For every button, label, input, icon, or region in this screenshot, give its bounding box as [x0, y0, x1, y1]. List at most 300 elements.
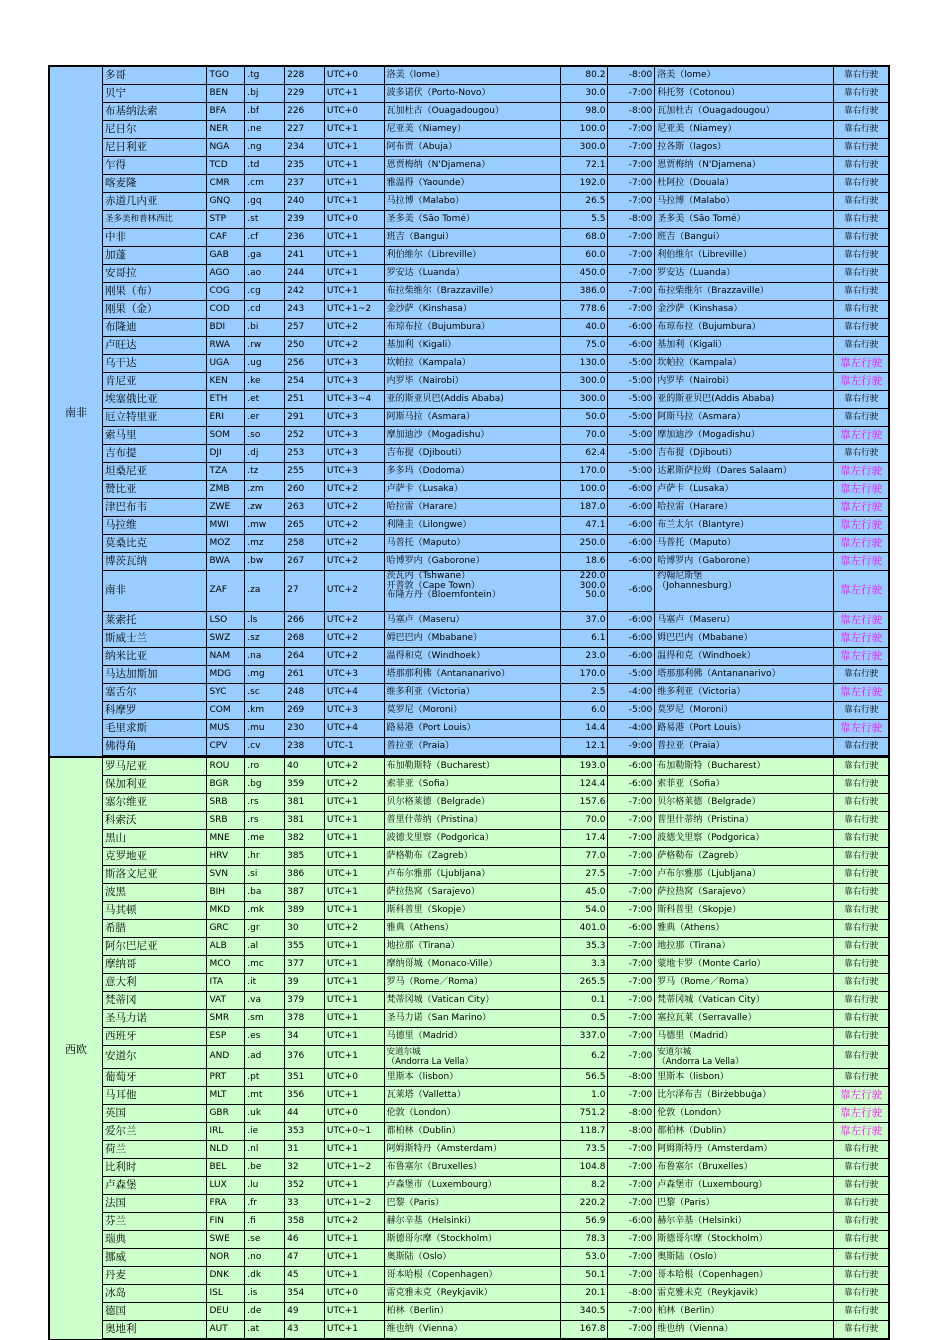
country-name-cell[interactable]: 莫桑比克	[103, 535, 207, 552]
population-cell[interactable]: 220.2	[561, 1195, 609, 1212]
capital-cell[interactable]: 柏林（Berlin）	[385, 1303, 561, 1320]
dial-code-cell[interactable]: 386	[285, 866, 325, 883]
country-name-cell[interactable]: 奥地利	[103, 1321, 207, 1338]
dial-code-cell[interactable]: 49	[285, 1303, 325, 1320]
time-diff-cell[interactable]: -6:00	[608, 648, 655, 665]
domain-cell[interactable]: .ro	[245, 758, 285, 775]
domain-cell[interactable]: .so	[245, 427, 285, 444]
driving-side-cell[interactable]: 靠左行驶	[840, 1125, 883, 1137]
country-name-cell[interactable]: 佛得角	[103, 738, 207, 755]
population-cell[interactable]: 167.8	[561, 1321, 609, 1338]
dial-code-cell[interactable]: 377	[285, 956, 325, 973]
timezone-cell[interactable]: UTC+1	[325, 247, 385, 264]
country-name-cell[interactable]: 卢森堡	[103, 1177, 207, 1194]
dial-code-cell[interactable]: 47	[285, 1249, 325, 1266]
capital-cell[interactable]: 斯德哥尔摩（Stockholm）	[385, 1231, 561, 1248]
population-cell[interactable]: 3.3	[561, 956, 609, 973]
iso-code-cell[interactable]: COM	[207, 702, 245, 719]
timezone-cell[interactable]: UTC+1	[325, 139, 385, 156]
timezone-cell[interactable]: UTC+2	[325, 535, 385, 552]
time-diff-cell[interactable]: -7:00	[608, 283, 655, 300]
timezone-cell[interactable]: UTC+1	[325, 866, 385, 883]
driving-side-cell[interactable]: 靠左行驶	[840, 465, 883, 477]
timezone-cell[interactable]: UTC+1	[325, 1010, 385, 1027]
dial-code-cell[interactable]: 242	[285, 283, 325, 300]
population-cell[interactable]: 100.0	[561, 121, 609, 138]
major-city-cell[interactable]: 姆巴巴内（Mbabane）	[655, 630, 834, 647]
timezone-cell[interactable]: UTC+2	[325, 920, 385, 937]
iso-code-cell[interactable]: MDG	[207, 666, 245, 683]
timezone-cell[interactable]: UTC+0	[325, 1069, 385, 1086]
iso-code-cell[interactable]: ZWE	[207, 499, 245, 516]
population-cell[interactable]: 300.0	[561, 391, 609, 408]
timezone-cell[interactable]: UTC+3	[325, 463, 385, 480]
population-cell[interactable]: 300.0	[561, 373, 609, 390]
population-cell[interactable]: 56.5	[561, 1069, 609, 1086]
driving-side-cell[interactable]: 靠右行驶	[844, 669, 879, 679]
country-name-cell[interactable]: 摩纳哥	[103, 956, 207, 973]
domain-cell[interactable]: .it	[245, 974, 285, 991]
population-cell[interactable]: 0.1	[561, 992, 609, 1009]
country-name-cell[interactable]: 肯尼亚	[103, 373, 207, 390]
major-city-cell[interactable]: 地拉那（Tirana）	[655, 938, 834, 955]
iso-code-cell[interactable]: HRV	[207, 848, 245, 865]
domain-cell[interactable]: .be	[245, 1159, 285, 1176]
iso-code-cell[interactable]: FIN	[207, 1213, 245, 1230]
major-city-cell[interactable]: 波德戈里察（Podgorica）	[655, 830, 834, 847]
time-diff-cell[interactable]: -8:00	[608, 67, 655, 84]
country-name-cell[interactable]: 塞尔维亚	[103, 794, 207, 811]
major-city-cell[interactable]: 卢森堡市（Luxembourg）	[655, 1177, 834, 1194]
capital-cell[interactable]: 瓦莱塔（Valletta）	[385, 1087, 561, 1104]
country-name-cell[interactable]: 保加利亚	[103, 776, 207, 793]
driving-side-cell[interactable]: 靠左行驶	[840, 519, 883, 531]
major-city-cell[interactable]: 圣多美（São Tomé）	[655, 211, 834, 228]
domain-cell[interactable]: .ls	[245, 612, 285, 629]
major-city-cell[interactable]: 卢萨卡（Lusaka）	[655, 481, 834, 498]
major-city-cell[interactable]: 约翰尼斯堡 （Johannesburg）	[655, 571, 834, 611]
driving-side-cell[interactable]: 靠右行驶	[844, 322, 879, 332]
major-city-cell[interactable]: 斯科普里（Skopje）	[655, 902, 834, 919]
iso-code-cell[interactable]: AGO	[207, 265, 245, 282]
iso-code-cell[interactable]: ZAF	[207, 571, 245, 611]
domain-cell[interactable]: .mc	[245, 956, 285, 973]
country-name-cell[interactable]: 意大利	[103, 974, 207, 991]
timezone-cell[interactable]: UTC+1	[325, 175, 385, 192]
major-city-cell[interactable]: 坎帕拉（Kampala）	[655, 355, 834, 372]
time-diff-cell[interactable]: -6:00	[608, 571, 655, 611]
domain-cell[interactable]: .ne	[245, 121, 285, 138]
time-diff-cell[interactable]: -7:00	[608, 848, 655, 865]
time-diff-cell[interactable]: -7:00	[608, 1141, 655, 1158]
iso-code-cell[interactable]: KEN	[207, 373, 245, 390]
population-cell[interactable]: 192.0	[561, 175, 609, 192]
timezone-cell[interactable]: UTC+1	[325, 1303, 385, 1320]
iso-code-cell[interactable]: MKD	[207, 902, 245, 919]
domain-cell[interactable]: .fr	[245, 1195, 285, 1212]
population-cell[interactable]: 5.5	[561, 211, 609, 228]
domain-cell[interactable]: .lu	[245, 1177, 285, 1194]
driving-side-cell[interactable]: 靠右行驶	[844, 1252, 879, 1262]
iso-code-cell[interactable]: VAT	[207, 992, 245, 1009]
capital-cell[interactable]: 布拉柴维尔（Brazzaville）	[385, 283, 561, 300]
country-name-cell[interactable]: 津巴布韦	[103, 499, 207, 516]
capital-cell[interactable]: 罗安达（Luanda）	[385, 265, 561, 282]
major-city-cell[interactable]: 雷克雅未克（Reykjavik）	[655, 1285, 834, 1302]
time-diff-cell[interactable]: -4:00	[608, 684, 655, 701]
timezone-cell[interactable]: UTC+1	[325, 85, 385, 102]
dial-code-cell[interactable]: 264	[285, 648, 325, 665]
dial-code-cell[interactable]: 351	[285, 1069, 325, 1086]
driving-side-cell[interactable]: 靠右行驶	[844, 959, 879, 969]
timezone-cell[interactable]: UTC-1	[325, 738, 385, 755]
driving-side-cell[interactable]: 靠右行驶	[844, 232, 879, 242]
time-diff-cell[interactable]: -7:00	[608, 974, 655, 991]
domain-cell[interactable]: .fi	[245, 1213, 285, 1230]
population-cell[interactable]: 72.1	[561, 157, 609, 174]
time-diff-cell[interactable]: -6:00	[608, 337, 655, 354]
time-diff-cell[interactable]: -7:00	[608, 247, 655, 264]
domain-cell[interactable]: .gr	[245, 920, 285, 937]
capital-cell[interactable]: 伦敦（London）	[385, 1105, 561, 1122]
timezone-cell[interactable]: UTC+3	[325, 666, 385, 683]
capital-cell[interactable]: 马拉博（Malabo）	[385, 193, 561, 210]
population-cell[interactable]: 100.0	[561, 481, 609, 498]
capital-cell[interactable]: 都柏林（Dublin）	[385, 1123, 561, 1140]
iso-code-cell[interactable]: MUS	[207, 720, 245, 737]
time-diff-cell[interactable]: -6:00	[608, 553, 655, 570]
time-diff-cell[interactable]: -7:00	[608, 1177, 655, 1194]
population-cell[interactable]: 118.7	[561, 1123, 609, 1140]
time-diff-cell[interactable]: -7:00	[608, 1231, 655, 1248]
driving-side-cell[interactable]: 靠右行驶	[844, 142, 879, 152]
dial-code-cell[interactable]: 45	[285, 1267, 325, 1284]
dial-code-cell[interactable]: 358	[285, 1213, 325, 1230]
major-city-cell[interactable]: 莫罗尼（Moroni）	[655, 702, 834, 719]
time-diff-cell[interactable]: -5:00	[608, 666, 655, 683]
time-diff-cell[interactable]: -5:00	[608, 373, 655, 390]
time-diff-cell[interactable]: -7:00	[608, 139, 655, 156]
country-name-cell[interactable]: 吉布提	[103, 445, 207, 462]
country-name-cell[interactable]: 刚果（布）	[103, 283, 207, 300]
major-city-cell[interactable]: 比尔泽布吉（Birżebbuġa）	[655, 1087, 834, 1104]
domain-cell[interactable]: .cf	[245, 229, 285, 246]
country-name-cell[interactable]: 波黑	[103, 884, 207, 901]
timezone-cell[interactable]: UTC+0~1	[325, 1123, 385, 1140]
major-city-cell[interactable]: 马拉博（Malabo）	[655, 193, 834, 210]
driving-side-cell[interactable]: 靠右行驶	[844, 815, 879, 825]
iso-code-cell[interactable]: SYC	[207, 684, 245, 701]
country-name-cell[interactable]: 斯威士兰	[103, 630, 207, 647]
domain-cell[interactable]: .at	[245, 1321, 285, 1338]
driving-side-cell[interactable]: 靠左行驶	[840, 357, 883, 369]
timezone-cell[interactable]: UTC+0	[325, 211, 385, 228]
capital-cell[interactable]: 罗马（Rome／Roma）	[385, 974, 561, 991]
driving-side-cell[interactable]: 靠左行驶	[840, 375, 883, 387]
major-city-cell[interactable]: 阿姆斯特丹（Amsterdam）	[655, 1141, 834, 1158]
dial-code-cell[interactable]: 356	[285, 1087, 325, 1104]
dial-code-cell[interactable]: 268	[285, 630, 325, 647]
country-name-cell[interactable]: 英国	[103, 1105, 207, 1122]
country-name-cell[interactable]: 马达加斯加	[103, 666, 207, 683]
driving-side-cell[interactable]: 靠右行驶	[844, 1031, 879, 1041]
population-cell[interactable]: 386.0	[561, 283, 609, 300]
time-diff-cell[interactable]: -6:00	[608, 481, 655, 498]
driving-side-cell[interactable]: 靠右行驶	[844, 761, 879, 771]
timezone-cell[interactable]: UTC+2	[325, 776, 385, 793]
timezone-cell[interactable]: UTC+1	[325, 121, 385, 138]
capital-cell[interactable]: 马德里（Madrid）	[385, 1028, 561, 1045]
dial-code-cell[interactable]: 34	[285, 1028, 325, 1045]
major-city-cell[interactable]: 温得和克（Windhoek）	[655, 648, 834, 665]
domain-cell[interactable]: .sz	[245, 630, 285, 647]
timezone-cell[interactable]: UTC+3~4	[325, 391, 385, 408]
dial-code-cell[interactable]: 228	[285, 67, 325, 84]
driving-side-cell[interactable]: 靠右行驶	[844, 250, 879, 260]
country-name-cell[interactable]: 斯洛文尼亚	[103, 866, 207, 883]
driving-side-cell[interactable]: 靠左行驶	[840, 1107, 883, 1119]
iso-code-cell[interactable]: STP	[207, 211, 245, 228]
country-name-cell[interactable]: 芬兰	[103, 1213, 207, 1230]
driving-side-cell[interactable]: 靠右行驶	[844, 995, 879, 1005]
driving-side-cell[interactable]: 靠右行驶	[844, 977, 879, 987]
major-city-cell[interactable]: 马德里（Madrid）	[655, 1028, 834, 1045]
timezone-cell[interactable]: UTC+3	[325, 373, 385, 390]
dial-code-cell[interactable]: 382	[285, 830, 325, 847]
capital-cell[interactable]: 哈博罗内（Gaborone）	[385, 553, 561, 570]
major-city-cell[interactable]: 哥本哈根（Copenhagen）	[655, 1267, 834, 1284]
domain-cell[interactable]: .al	[245, 938, 285, 955]
timezone-cell[interactable]: UTC+1	[325, 848, 385, 865]
dial-code-cell[interactable]: 239	[285, 211, 325, 228]
time-diff-cell[interactable]: -7:00	[608, 1087, 655, 1104]
major-city-cell[interactable]: 伦敦（London）	[655, 1105, 834, 1122]
population-cell[interactable]: 73.5	[561, 1141, 609, 1158]
dial-code-cell[interactable]: 237	[285, 175, 325, 192]
iso-code-cell[interactable]: COD	[207, 301, 245, 318]
population-cell[interactable]: 47.1	[561, 517, 609, 534]
country-name-cell[interactable]: 多哥	[103, 67, 207, 84]
driving-side-cell[interactable]: 靠左行驶	[840, 686, 883, 698]
country-name-cell[interactable]: 马耳他	[103, 1087, 207, 1104]
driving-side-cell[interactable]: 靠右行驶	[844, 106, 879, 116]
iso-code-cell[interactable]: MLT	[207, 1087, 245, 1104]
iso-code-cell[interactable]: SWE	[207, 1231, 245, 1248]
dial-code-cell[interactable]: 381	[285, 812, 325, 829]
iso-code-cell[interactable]: LSO	[207, 612, 245, 629]
country-name-cell[interactable]: 加蓬	[103, 247, 207, 264]
driving-side-cell[interactable]: 靠左行驶	[840, 537, 883, 549]
driving-side-cell[interactable]: 靠右行驶	[844, 178, 879, 188]
timezone-cell[interactable]: UTC+1	[325, 992, 385, 1009]
domain-cell[interactable]: .cg	[245, 283, 285, 300]
dial-code-cell[interactable]: 266	[285, 612, 325, 629]
major-city-cell[interactable]: 布兰太尔（Blantyre）	[655, 517, 834, 534]
population-cell[interactable]: 70.0	[561, 427, 609, 444]
time-diff-cell[interactable]: -7:00	[608, 1046, 655, 1068]
timezone-cell[interactable]: UTC+1	[325, 229, 385, 246]
major-city-cell[interactable]: 金沙萨（Kinshasa）	[655, 301, 834, 318]
driving-side-cell[interactable]: 靠右行驶	[844, 741, 879, 751]
country-name-cell[interactable]: 罗马尼亚	[103, 758, 207, 775]
country-name-cell[interactable]: 贝宁	[103, 85, 207, 102]
time-diff-cell[interactable]: -7:00	[608, 794, 655, 811]
iso-code-cell[interactable]: DNK	[207, 1267, 245, 1284]
time-diff-cell[interactable]: -7:00	[608, 902, 655, 919]
timezone-cell[interactable]: UTC+3	[325, 427, 385, 444]
timezone-cell[interactable]: UTC+1	[325, 1177, 385, 1194]
dial-code-cell[interactable]: 40	[285, 758, 325, 775]
dial-code-cell[interactable]: 291	[285, 409, 325, 426]
timezone-cell[interactable]: UTC+1	[325, 1087, 385, 1104]
driving-side-cell[interactable]: 靠左行驶	[840, 555, 883, 567]
country-name-cell[interactable]: 马拉维	[103, 517, 207, 534]
iso-code-cell[interactable]: CAF	[207, 229, 245, 246]
population-cell[interactable]: 37.0	[561, 612, 609, 629]
dial-code-cell[interactable]: 39	[285, 974, 325, 991]
domain-cell[interactable]: .er	[245, 409, 285, 426]
driving-side-cell[interactable]: 靠右行驶	[844, 340, 879, 350]
iso-code-cell[interactable]: MCO	[207, 956, 245, 973]
timezone-cell[interactable]: UTC+0	[325, 1285, 385, 1302]
population-cell[interactable]: 130.0	[561, 355, 609, 372]
country-name-cell[interactable]: 爱尔兰	[103, 1123, 207, 1140]
driving-side-cell[interactable]: 靠左行驶	[840, 722, 883, 734]
driving-side-cell[interactable]: 靠右行驶	[844, 304, 879, 314]
time-diff-cell[interactable]: -8:00	[608, 1069, 655, 1086]
time-diff-cell[interactable]: -6:00	[608, 535, 655, 552]
capital-cell[interactable]: 布鲁塞尔（Bruxelles）	[385, 1159, 561, 1176]
driving-side-cell[interactable]: 靠右行驶	[844, 887, 879, 897]
dial-code-cell[interactable]: 43	[285, 1321, 325, 1338]
dial-code-cell[interactable]: 381	[285, 794, 325, 811]
country-name-cell[interactable]: 德国	[103, 1303, 207, 1320]
time-diff-cell[interactable]: -7:00	[608, 265, 655, 282]
region-label[interactable]: 西欧	[50, 758, 103, 1339]
iso-code-cell[interactable]: BEN	[207, 85, 245, 102]
population-cell[interactable]: 77.0	[561, 848, 609, 865]
iso-code-cell[interactable]: NLD	[207, 1141, 245, 1158]
dial-code-cell[interactable]: 31	[285, 1141, 325, 1158]
population-cell[interactable]: 2.5	[561, 684, 609, 701]
driving-side-cell[interactable]: 靠右行驶	[844, 1013, 879, 1023]
capital-cell[interactable]: 地拉那（Tirana）	[385, 938, 561, 955]
dial-code-cell[interactable]: 255	[285, 463, 325, 480]
country-name-cell[interactable]: 冰岛	[103, 1285, 207, 1302]
major-city-cell[interactable]: 路易港（Port Louis）	[655, 720, 834, 737]
dial-code-cell[interactable]: 238	[285, 738, 325, 755]
iso-code-cell[interactable]: ALB	[207, 938, 245, 955]
population-cell[interactable]: 12.1	[561, 738, 609, 755]
domain-cell[interactable]: .bg	[245, 776, 285, 793]
capital-cell[interactable]: 多多玛（Dodoma）	[385, 463, 561, 480]
iso-code-cell[interactable]: DEU	[207, 1303, 245, 1320]
capital-cell[interactable]: 马塞卢（Maseru）	[385, 612, 561, 629]
time-diff-cell[interactable]: -7:00	[608, 1303, 655, 1320]
dial-code-cell[interactable]: 44	[285, 1105, 325, 1122]
population-cell[interactable]: 250.0	[561, 535, 609, 552]
major-city-cell[interactable]: 普拉亚（Praia）	[655, 738, 834, 755]
capital-cell[interactable]: 卢布尔雅那（Ljubljana）	[385, 866, 561, 883]
timezone-cell[interactable]: UTC+2	[325, 758, 385, 775]
domain-cell[interactable]: .ad	[245, 1046, 285, 1068]
driving-side-cell[interactable]: 靠右行驶	[844, 124, 879, 134]
driving-side-cell[interactable]: 靠左行驶	[840, 614, 883, 626]
major-city-cell[interactable]: 马塞卢（Maseru）	[655, 612, 834, 629]
major-city-cell[interactable]: 基加利（Kigali）	[655, 337, 834, 354]
timezone-cell[interactable]: UTC+2	[325, 612, 385, 629]
capital-cell[interactable]: 雅温得（Yaounde）	[385, 175, 561, 192]
country-name-cell[interactable]: 圣马力诺	[103, 1010, 207, 1027]
timezone-cell[interactable]: UTC+1	[325, 884, 385, 901]
population-cell[interactable]: 53.0	[561, 1249, 609, 1266]
time-diff-cell[interactable]: -6:00	[608, 920, 655, 937]
capital-cell[interactable]: 赫尔辛基（Helsinki）	[385, 1213, 561, 1230]
time-diff-cell[interactable]: -7:00	[608, 938, 655, 955]
population-cell[interactable]: 265.5	[561, 974, 609, 991]
timezone-cell[interactable]: UTC+1	[325, 956, 385, 973]
iso-code-cell[interactable]: BEL	[207, 1159, 245, 1176]
capital-cell[interactable]: 马普托（Maputo）	[385, 535, 561, 552]
time-diff-cell[interactable]: -8:00	[608, 1285, 655, 1302]
population-cell[interactable]: 54.0	[561, 902, 609, 919]
major-city-cell[interactable]: 维也纳（Vienna）	[655, 1321, 834, 1338]
domain-cell[interactable]: .mg	[245, 666, 285, 683]
major-city-cell[interactable]: 利伯维尔（Libreville）	[655, 247, 834, 264]
country-name-cell[interactable]: 西班牙	[103, 1028, 207, 1045]
domain-cell[interactable]: .sm	[245, 1010, 285, 1027]
iso-code-cell[interactable]: DJI	[207, 445, 245, 462]
time-diff-cell[interactable]: -5:00	[608, 391, 655, 408]
time-diff-cell[interactable]: -7:00	[608, 866, 655, 883]
country-name-cell[interactable]: 厄立特里亚	[103, 409, 207, 426]
timezone-cell[interactable]: UTC+2	[325, 553, 385, 570]
iso-code-cell[interactable]: COG	[207, 283, 245, 300]
time-diff-cell[interactable]: -8:00	[608, 1105, 655, 1122]
capital-cell[interactable]: 维也纳（Vienna）	[385, 1321, 561, 1338]
driving-side-cell[interactable]: 靠右行驶	[844, 1324, 879, 1334]
driving-side-cell[interactable]: 靠右行驶	[844, 905, 879, 915]
country-name-cell[interactable]: 布隆迪	[103, 319, 207, 336]
domain-cell[interactable]: .nl	[245, 1141, 285, 1158]
population-cell[interactable]: 751.2	[561, 1105, 609, 1122]
domain-cell[interactable]: .ao	[245, 265, 285, 282]
driving-side-cell[interactable]: 靠右行驶	[844, 923, 879, 933]
country-name-cell[interactable]: 尼日尔	[103, 121, 207, 138]
driving-side-cell[interactable]: 靠右行驶	[844, 412, 879, 422]
time-diff-cell[interactable]: -6:00	[608, 612, 655, 629]
capital-cell[interactable]: 波德戈里察（Podgorica）	[385, 830, 561, 847]
domain-cell[interactable]: .rs	[245, 812, 285, 829]
population-cell[interactable]: 450.0	[561, 265, 609, 282]
country-name-cell[interactable]: 布基纳法索	[103, 103, 207, 120]
iso-code-cell[interactable]: BIH	[207, 884, 245, 901]
capital-cell[interactable]: 利隆圭（Lilongwe）	[385, 517, 561, 534]
major-city-cell[interactable]: 雅典（Athens）	[655, 920, 834, 937]
country-name-cell[interactable]: 挪威	[103, 1249, 207, 1266]
dial-code-cell[interactable]: 354	[285, 1285, 325, 1302]
capital-cell[interactable]: 萨拉热窝（Sarajevo）	[385, 884, 561, 901]
country-name-cell[interactable]: 马其顿	[103, 902, 207, 919]
capital-cell[interactable]: 洛美（lome）	[385, 67, 561, 84]
capital-cell[interactable]: 波多诺伏（Porto-Novo）	[385, 85, 561, 102]
driving-side-cell[interactable]: 靠左行驶	[840, 650, 883, 662]
capital-cell[interactable]: 瓦加杜古（Ouagadougou）	[385, 103, 561, 120]
capital-cell[interactable]: 姆巴巴内（Mbabane）	[385, 630, 561, 647]
driving-side-cell[interactable]: 靠左行驶	[840, 584, 883, 596]
time-diff-cell[interactable]: -7:00	[608, 1010, 655, 1027]
country-name-cell[interactable]: 尼日利亚	[103, 139, 207, 156]
